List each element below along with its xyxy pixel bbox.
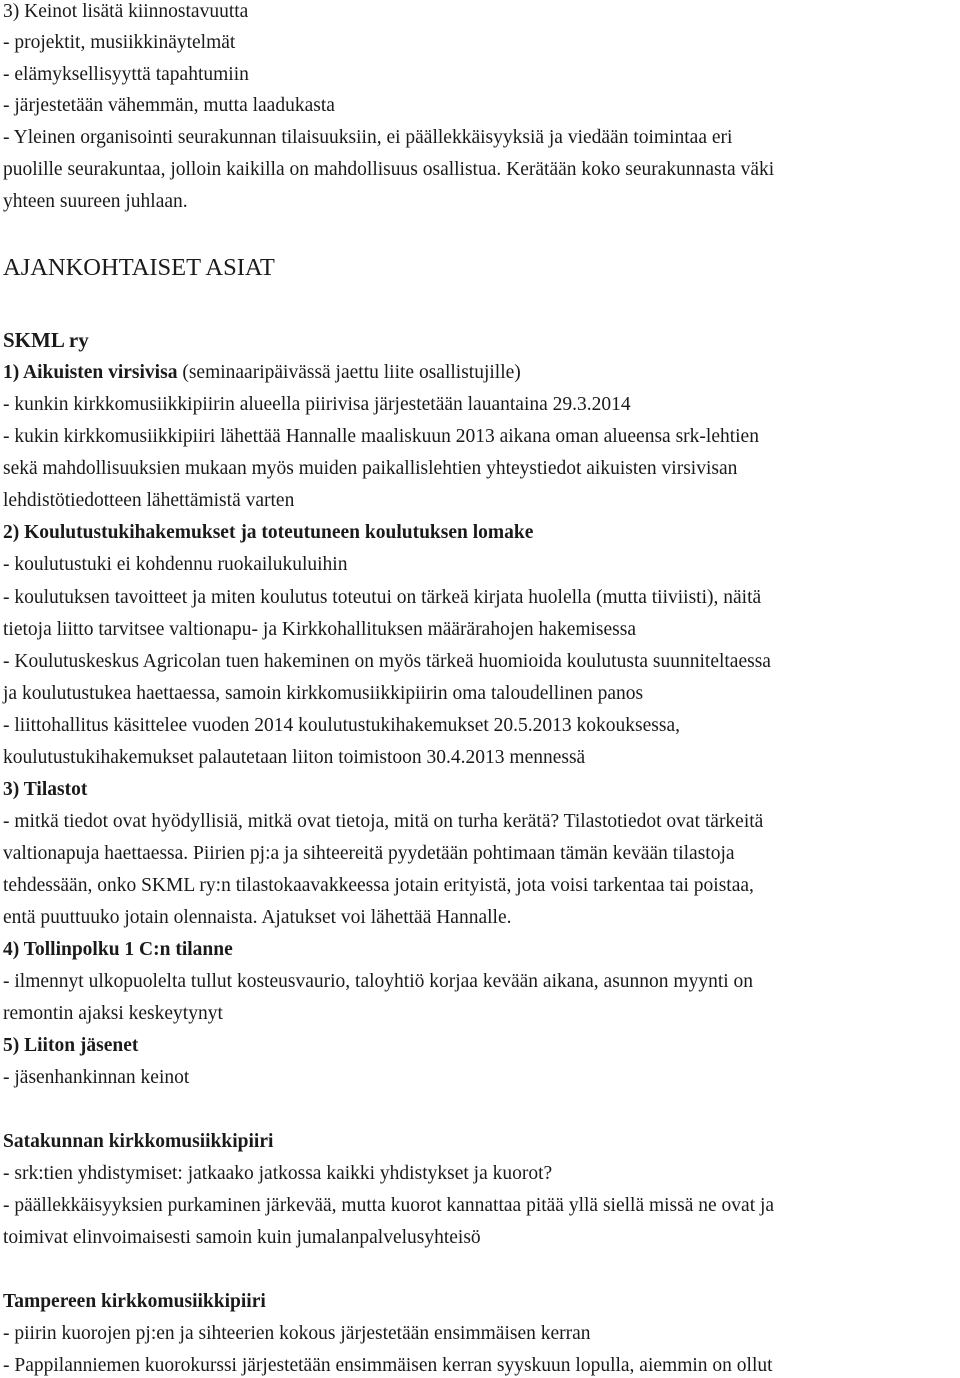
intro-line: - projektit, musiikkinäytelmät <box>3 32 236 53</box>
body-line: sekä mahdollisuuksien mukaan myös muiden paikallislehtien yhteystiedot aikuisten virsivisan <box>3 458 738 479</box>
body-line: - kukin kirkkomusiikkipiiri lähettää Hannalle maaliskuun 2013 aikana oman alueensa srk-lehtien <box>3 426 759 447</box>
intro-line: - järjestetään vähemmän, mutta laadukasta <box>3 95 335 116</box>
body-line: - mitkä tiedot ovat hyödyllisiä, mitkä ovat tietoja, mitä on turha kerätä? Tilastotiedot ovat tärkeitä <box>3 811 764 832</box>
body-line: - koulutustuki ei kohdennu ruokailukuluihin <box>3 554 348 575</box>
section-heading: AJANKOHTAISET ASIAT <box>3 254 275 281</box>
subsection-heading: Tampereen kirkkomusiikkipiiri <box>3 1291 266 1312</box>
body-line: tietoja liitto tarvitsee valtionapu- ja Kirkkohallituksen määrärahojen hakemisessa <box>3 619 637 640</box>
body-line: lehdistötiedotteen lähettämistä varten <box>3 490 295 511</box>
body-line: toimivat elinvoimaisesti samoin kuin jumalanpalvelusyhteisö <box>3 1227 481 1248</box>
body-line: - liittohallitus käsittelee vuoden 2014 koulutustukihakemukset 20.5.2013 kokouksessa, <box>3 715 681 736</box>
body-line: valtionapuja haettaessa. Piirien pj:a ja sihteereitä pyydetään pohtimaan tämän kevään tilastoja <box>3 843 735 864</box>
body-line: - jäsenhankinnan keinot <box>3 1067 190 1088</box>
body-line: ja koulutustukea haettaessa, samoin kirkkomusiikkipiirin oma taloudellinen panos <box>3 683 644 704</box>
body-line: - Pappilanniemen kuorokurssi järjestetään ensimmäisen kerran syyskuun lopulla, aiemmin on ollut <box>3 1355 773 1376</box>
intro-line: - Yleinen organisointi seurakunnan tilaisuuksiin, ei päällekkäisyyksiä ja viedään toimintaa eri <box>3 127 733 148</box>
body-line: - srk:tien yhdistymiset: jatkaako jatkossa kaikki yhdistykset ja kuorot? <box>3 1163 553 1184</box>
body-line: - kunkin kirkkomusiikkipiirin alueella piirivisa järjestetään lauantaina 29.3.2014 <box>3 394 631 415</box>
item-title: 1) Aikuisten virsivisa <box>3 362 178 383</box>
body-line: - ilmennyt ulkopuolelta tullut kosteusvaurio, taloyhtiö korjaa kevään aikana, asunnon myynti on <box>3 971 754 992</box>
body-line: - piirin kuorojen pj:en ja sihteerien kokous järjestetään ensimmäisen kerran <box>3 1323 591 1344</box>
subsection-heading: SKML ry <box>3 328 89 352</box>
intro-line: yhteen suureen juhlaan. <box>3 191 188 212</box>
body-line: remontin ajaksi keskeytynyt <box>3 1003 223 1024</box>
body-line: entä puuttuuko jotain olennaista. Ajatukset voi lähettää Hannalle. <box>3 907 512 928</box>
subsection-heading: Satakunnan kirkkomusiikkipiiri <box>3 1131 274 1152</box>
item-title: 5) Liiton jäsenet <box>3 1035 139 1056</box>
item-title: 3) Tilastot <box>3 779 88 800</box>
intro-line: puolille seurakuntaa, jolloin kaikilla on mahdollisuus osallistua. Kerätään koko seurakunnasta väki <box>3 159 775 180</box>
item-heading <box>3 361 521 385</box>
item-title: 4) Tollinpolku 1 C:n tilanne <box>3 939 233 960</box>
body-line: - koulutuksen tavoitteet ja miten koulutus toteutui on tärkeä kirjata huolella (mutta tiiviisti), näitä <box>3 587 762 608</box>
intro-line: 3) Keinot lisätä kiinnostavuutta <box>3 1 249 22</box>
item-note: (seminaaripäivässä jaettu liite osallistujille) <box>177 362 521 383</box>
body-line: tehdessään, onko SKML ry:n tilastokaavakkeessa jotain erityistä, jota voisi tarkentaa tai poistaa, <box>3 875 754 896</box>
item-title: 2) Koulutustukihakemukset ja toteutuneen koulutuksen lomake <box>3 522 534 543</box>
body-line: koulutustukihakemukset palautetaan liiton toimistoon 30.4.2013 mennessä <box>3 747 586 768</box>
body-line: - Koulutuskeskus Agricolan tuen hakeminen on myös tärkeä huomioida koulutusta suunniteltaessa <box>3 651 771 672</box>
body-line: - päällekkäisyyksien purkaminen järkevää, mutta kuorot kannattaa pitää yllä siellä missä ne ovat ja <box>3 1195 775 1216</box>
intro-line: - elämyksellisyyttä tapahtumiin <box>3 64 249 85</box>
